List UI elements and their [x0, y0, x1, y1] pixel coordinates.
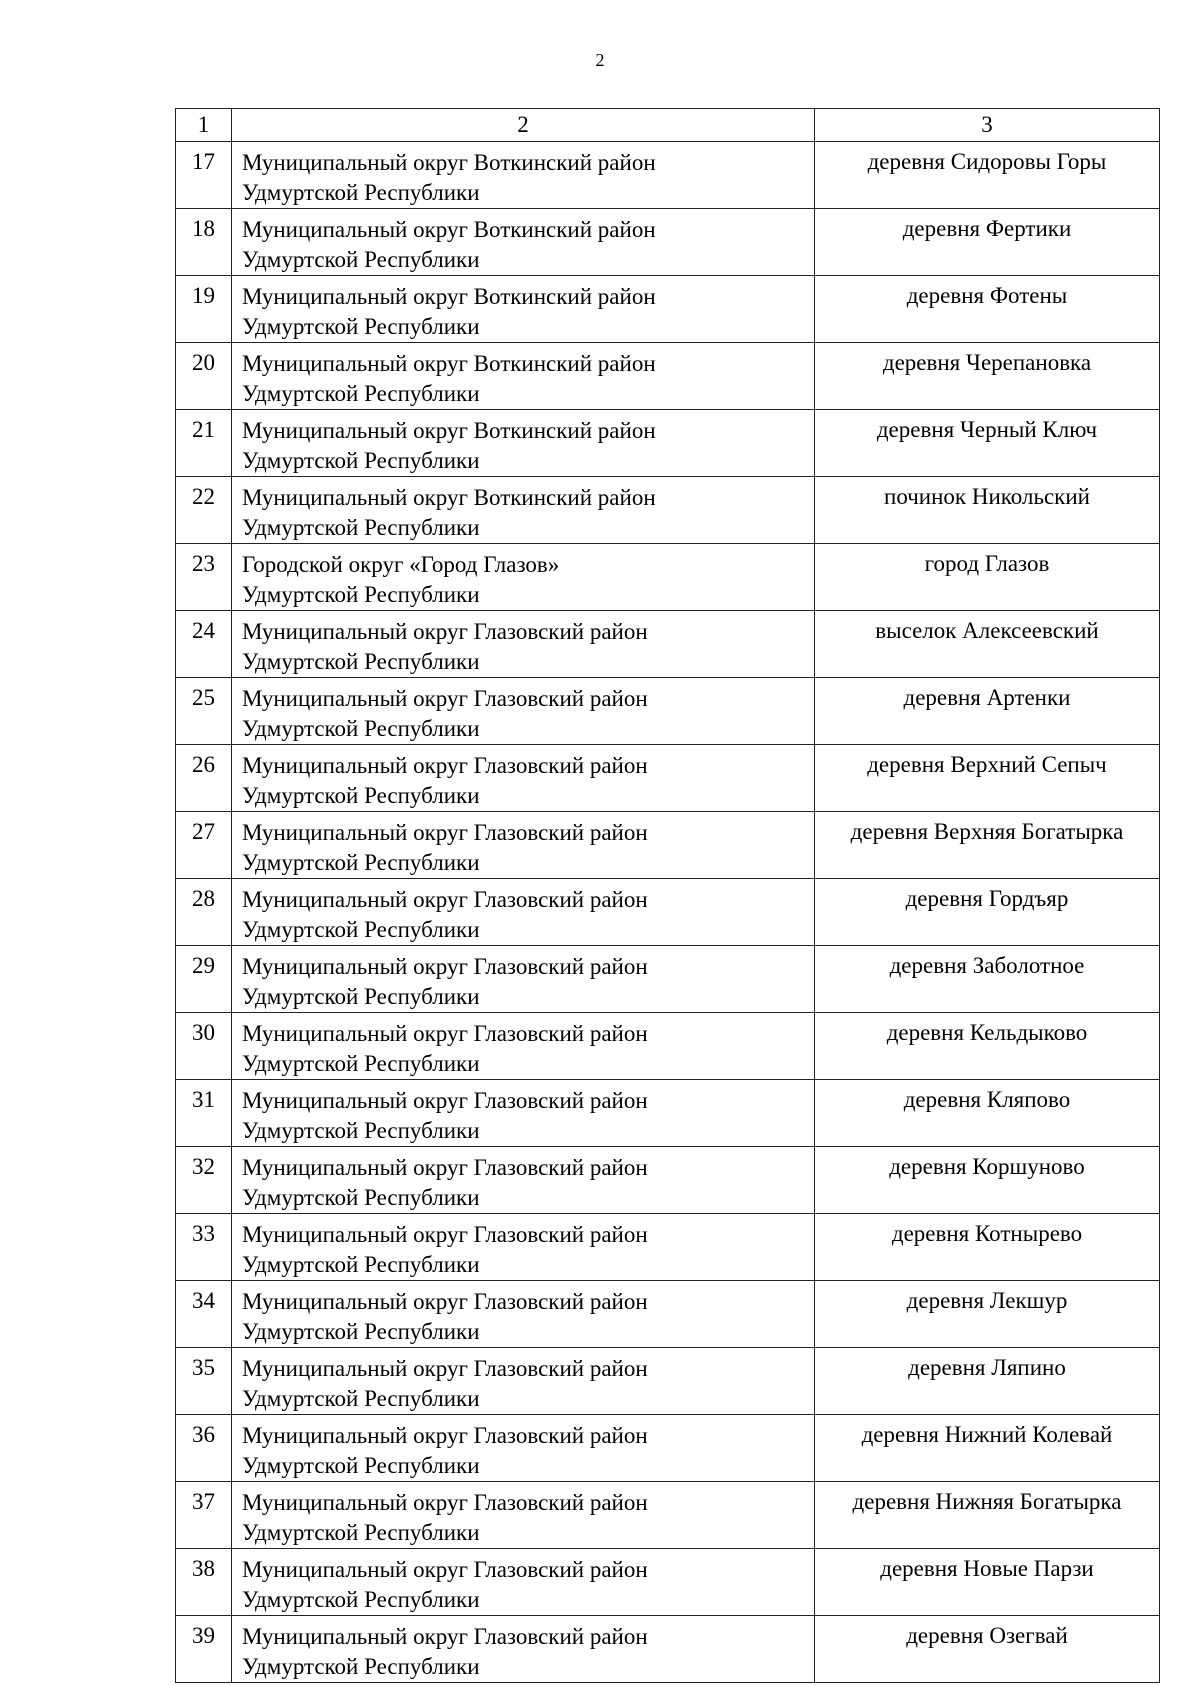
table-row — [176, 142, 1160, 209]
district-line: Муниципальный округ Глазовский район — [242, 954, 648, 979]
district-line: Удмуртской Республики — [242, 1453, 480, 1478]
district-line: Удмуртской Республики — [242, 1252, 480, 1277]
table-row — [176, 812, 1160, 879]
district-cell — [232, 1214, 815, 1281]
district-line: Удмуртской Республики — [242, 917, 480, 942]
district-cell — [232, 1549, 815, 1616]
district-cell — [232, 1281, 815, 1348]
row-number: 30 — [176, 1013, 232, 1080]
row-number: 39 — [176, 1616, 232, 1683]
table-body — [176, 142, 1160, 1683]
table-row — [176, 544, 1160, 611]
row-number: 28 — [176, 879, 232, 946]
row-number: 25 — [176, 678, 232, 745]
row-number: 38 — [176, 1549, 232, 1616]
district-line: Муниципальный округ Воткинский район — [242, 150, 656, 175]
district-line: Муниципальный округ Глазовский район — [242, 1356, 648, 1381]
table-row — [176, 611, 1160, 678]
table-row — [176, 745, 1160, 812]
district-line: Удмуртской Республики — [242, 247, 480, 272]
column-header-3: 3 — [815, 109, 1160, 142]
settlement-cell: деревня Новые Парзи — [815, 1549, 1160, 1616]
district-line: Муниципальный округ Глазовский район — [242, 619, 648, 644]
row-number: 24 — [176, 611, 232, 678]
settlement-cell: деревня Ляпино — [815, 1348, 1160, 1415]
table-row — [176, 1147, 1160, 1214]
district-line: Удмуртской Республики — [242, 1520, 480, 1545]
district-line: Городской округ «Город Глазов» — [242, 552, 560, 577]
settlement-cell: деревня Артенки — [815, 678, 1160, 745]
district-line: Удмуртской Республики — [242, 1386, 480, 1411]
settlement-cell: деревня Заболотное — [815, 946, 1160, 1013]
district-line: Удмуртской Республики — [242, 180, 480, 205]
settlement-cell: деревня Котнырево — [815, 1214, 1160, 1281]
table-row — [176, 678, 1160, 745]
settlement-cell: деревня Гордъяр — [815, 879, 1160, 946]
district-line: Удмуртской Республики — [242, 984, 480, 1009]
district-line: Удмуртской Республики — [242, 314, 480, 339]
table-row — [176, 879, 1160, 946]
district-cell — [232, 812, 815, 879]
row-number: 20 — [176, 343, 232, 410]
district-line: Удмуртской Республики — [242, 649, 480, 674]
row-number: 32 — [176, 1147, 232, 1214]
district-line: Удмуртской Республики — [242, 448, 480, 473]
settlement-cell: деревня Верхний Сепыч — [815, 745, 1160, 812]
district-line: Муниципальный округ Глазовский район — [242, 1021, 648, 1046]
district-line: Муниципальный округ Глазовский район — [242, 1624, 648, 1649]
row-number: 35 — [176, 1348, 232, 1415]
table-row — [176, 1415, 1160, 1482]
district-line: Удмуртской Республики — [242, 1319, 480, 1344]
district-cell — [232, 343, 815, 410]
settlement-cell: деревня Черепановка — [815, 343, 1160, 410]
district-line: Муниципальный округ Воткинский район — [242, 485, 656, 510]
district-line: Удмуртской Республики — [242, 1051, 480, 1076]
district-cell — [232, 946, 815, 1013]
column-header-2: 2 — [232, 109, 815, 142]
table-row — [176, 946, 1160, 1013]
district-cell — [232, 1415, 815, 1482]
district-cell — [232, 142, 815, 209]
district-line: Муниципальный округ Глазовский район — [242, 1490, 648, 1515]
district-cell — [232, 410, 815, 477]
row-number: 34 — [176, 1281, 232, 1348]
row-number: 31 — [176, 1080, 232, 1147]
district-line: Удмуртской Республики — [242, 515, 480, 540]
row-number: 21 — [176, 410, 232, 477]
table-row — [176, 209, 1160, 276]
district-line: Муниципальный округ Воткинский район — [242, 284, 656, 309]
district-cell — [232, 1147, 815, 1214]
district-line: Удмуртской Республики — [242, 1587, 480, 1612]
district-line: Муниципальный округ Воткинский район — [242, 418, 656, 443]
district-line: Муниципальный округ Воткинский район — [242, 217, 656, 242]
district-cell — [232, 477, 815, 544]
table-row — [176, 1482, 1160, 1549]
settlement-cell: деревня Черный Ключ — [815, 410, 1160, 477]
row-number: 23 — [176, 544, 232, 611]
row-number: 18 — [176, 209, 232, 276]
district-line: Муниципальный округ Глазовский район — [242, 686, 648, 711]
district-cell — [232, 1348, 815, 1415]
row-number: 22 — [176, 477, 232, 544]
settlement-cell: деревня Озегвай — [815, 1616, 1160, 1683]
table-row — [176, 1080, 1160, 1147]
district-cell — [232, 1080, 815, 1147]
settlement-cell: город Глазов — [815, 544, 1160, 611]
settlement-cell: починок Никольский — [815, 477, 1160, 544]
settlement-cell: деревня Верхняя Богатырка — [815, 812, 1160, 879]
district-cell — [232, 209, 815, 276]
district-line: Муниципальный округ Глазовский район — [242, 753, 648, 778]
district-line: Удмуртской Республики — [242, 582, 480, 607]
district-cell — [232, 745, 815, 812]
settlement-cell: деревня Фотены — [815, 276, 1160, 343]
district-line: Удмуртской Республики — [242, 1118, 480, 1143]
district-line: Муниципальный округ Глазовский район — [242, 1423, 648, 1448]
table-row — [176, 1281, 1160, 1348]
row-number: 17 — [176, 142, 232, 209]
district-line: Муниципальный округ Глазовский район — [242, 1289, 648, 1314]
table-row — [176, 1616, 1160, 1683]
district-cell — [232, 544, 815, 611]
table-row — [176, 410, 1160, 477]
district-line: Муниципальный округ Воткинский район — [242, 351, 656, 376]
table-row — [176, 1549, 1160, 1616]
table-row — [176, 1348, 1160, 1415]
settlement-cell: деревня Нижний Колевай — [815, 1415, 1160, 1482]
district-line: Муниципальный округ Глазовский район — [242, 887, 648, 912]
district-cell — [232, 1482, 815, 1549]
row-number: 36 — [176, 1415, 232, 1482]
district-cell — [232, 1013, 815, 1080]
settlement-cell: деревня Лекшур — [815, 1281, 1160, 1348]
district-cell — [232, 879, 815, 946]
district-line: Муниципальный округ Глазовский район — [242, 1222, 648, 1247]
table-header — [176, 109, 1160, 142]
header-row — [176, 109, 1160, 142]
district-cell — [232, 678, 815, 745]
column-header-1: 1 — [176, 109, 232, 142]
district-cell — [232, 1616, 815, 1683]
district-line: Удмуртской Республики — [242, 783, 480, 808]
row-number: 27 — [176, 812, 232, 879]
settlements-table — [175, 108, 1160, 1683]
district-line: Удмуртской Республики — [242, 850, 480, 875]
page-number: 2 — [595, 50, 605, 70]
row-number: 29 — [176, 946, 232, 1013]
district-line: Муниципальный округ Глазовский район — [242, 1088, 648, 1113]
district-line: Удмуртской Республики — [242, 381, 480, 406]
table-row — [176, 1013, 1160, 1080]
district-cell — [232, 611, 815, 678]
district-line: Удмуртской Республики — [242, 716, 480, 741]
settlement-cell: деревня Нижняя Богатырка — [815, 1482, 1160, 1549]
settlement-cell: деревня Сидоровы Горы — [815, 142, 1160, 209]
row-number: 26 — [176, 745, 232, 812]
settlement-cell: деревня Фертики — [815, 209, 1160, 276]
table-row — [176, 276, 1160, 343]
row-number: 19 — [176, 276, 232, 343]
district-line: Удмуртской Республики — [242, 1185, 480, 1210]
district-line: Муниципальный округ Глазовский район — [242, 1557, 648, 1582]
settlement-cell: деревня Кельдыково — [815, 1013, 1160, 1080]
district-line: Муниципальный округ Глазовский район — [242, 1155, 648, 1180]
settlement-cell: деревня Кляпово — [815, 1080, 1160, 1147]
table-row — [176, 343, 1160, 410]
settlement-cell: выселок Алексеевский — [815, 611, 1160, 678]
district-cell — [232, 276, 815, 343]
district-line: Муниципальный округ Глазовский район — [242, 820, 648, 845]
settlement-cell: деревня Коршуново — [815, 1147, 1160, 1214]
table-row — [176, 477, 1160, 544]
row-number: 37 — [176, 1482, 232, 1549]
district-line: Удмуртской Республики — [242, 1654, 480, 1679]
table-row — [176, 1214, 1160, 1281]
row-number: 33 — [176, 1214, 232, 1281]
